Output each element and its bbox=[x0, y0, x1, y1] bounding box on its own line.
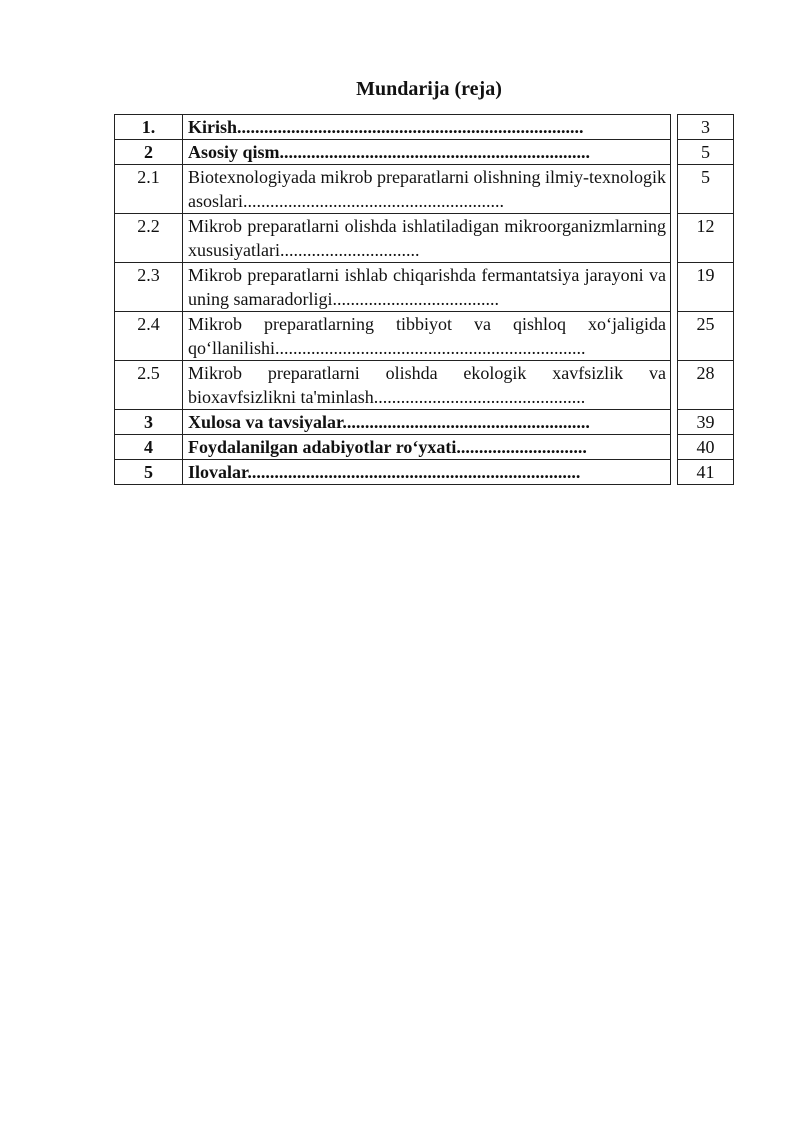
toc-title: Foydalanilgan adabiyotlar ro‘yxati............................. bbox=[183, 435, 671, 460]
toc-number: 5 bbox=[115, 460, 183, 485]
toc-title: Xulosa va tavsiyalar....................................................... bbox=[183, 410, 671, 435]
toc-row-asosiy-qism bbox=[115, 140, 734, 165]
toc-number: 2.4 bbox=[115, 312, 183, 361]
toc-row-2-4 bbox=[115, 312, 734, 361]
toc-title: Mikrob preparatlarni olishda ekologik xavfsizlik va bioxavfsizlikni ta'minlash............................................... bbox=[183, 361, 671, 410]
toc-number: 2 bbox=[115, 140, 183, 165]
page-title: Mundarija (reja) bbox=[356, 78, 502, 100]
toc-page: 40 bbox=[678, 435, 734, 460]
toc-title: Mikrob preparatlarni olishda ishlatiladigan mikroorganizmlarning xususiyatlari............................... bbox=[183, 214, 671, 263]
toc-row-xulosa bbox=[115, 410, 734, 435]
table-of-contents bbox=[114, 114, 734, 485]
toc-page: 28 bbox=[678, 361, 734, 410]
toc-row-2-1 bbox=[115, 165, 734, 214]
toc-number: 2.2 bbox=[115, 214, 183, 263]
toc-page: 12 bbox=[678, 214, 734, 263]
toc-row-adabiyotlar bbox=[115, 435, 734, 460]
toc-title: Mikrob preparatlarni ishlab chiqarishda fermantatsiya jarayoni va uning samaradorligi..................................... bbox=[183, 263, 671, 312]
toc-title: Biotexnologiyada mikrob preparatlarni olishning ilmiy-texnologik asoslari.......................................................... bbox=[183, 165, 671, 214]
toc-page: 5 bbox=[678, 140, 734, 165]
toc-page: 25 bbox=[678, 312, 734, 361]
toc-page: 41 bbox=[678, 460, 734, 485]
toc-page: 3 bbox=[678, 115, 734, 140]
toc-title: Asosiy qism..................................................................... bbox=[183, 140, 671, 165]
toc-number: 3 bbox=[115, 410, 183, 435]
toc-row-2-2 bbox=[115, 214, 734, 263]
toc-row-2-3 bbox=[115, 263, 734, 312]
toc-title: Ilovalar.......................................................................... bbox=[183, 460, 671, 485]
toc-title: Mikrob preparatlarning tibbiyot va qishloq xo‘jaligida qo‘llanilishi..................................................................... bbox=[183, 312, 671, 361]
toc-number: 1. bbox=[115, 115, 183, 140]
toc-number: 2.1 bbox=[115, 165, 183, 214]
toc-page: 5 bbox=[678, 165, 734, 214]
toc-row-kirish bbox=[115, 115, 734, 140]
toc-number: 2.3 bbox=[115, 263, 183, 312]
toc-number: 4 bbox=[115, 435, 183, 460]
toc-title: Kirish............................................................................. bbox=[183, 115, 671, 140]
toc-row-ilovalar bbox=[115, 460, 734, 485]
toc-page: 39 bbox=[678, 410, 734, 435]
toc-number: 2.5 bbox=[115, 361, 183, 410]
toc-row-2-5 bbox=[115, 361, 734, 410]
toc-page: 19 bbox=[678, 263, 734, 312]
